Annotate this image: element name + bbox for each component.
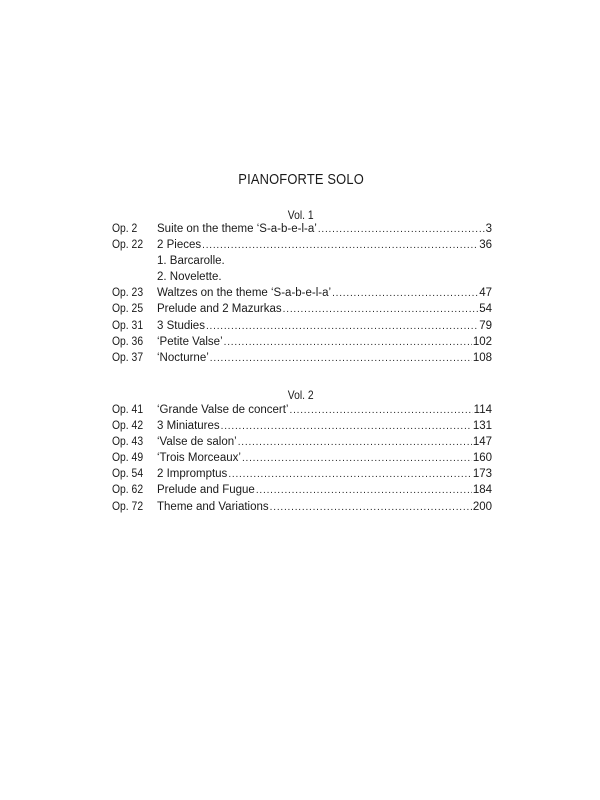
dot-leader xyxy=(256,483,472,499)
page-number: 47 xyxy=(479,287,492,300)
work-title: Prelude and 2 Mazurkas xyxy=(157,303,282,316)
opus-number: Op. 54 xyxy=(112,468,144,481)
dot-leader xyxy=(242,451,472,467)
opus-number: Op. 37 xyxy=(112,351,144,364)
toc-entry xyxy=(112,285,492,301)
page-number: 147 xyxy=(472,436,492,449)
work-title: 2 Pieces xyxy=(157,239,202,252)
entry-line xyxy=(157,334,492,351)
work-title: 1. Barcarolle. xyxy=(157,255,225,268)
toc-entry xyxy=(112,318,492,334)
entry-line xyxy=(157,269,492,285)
work-title: Prelude and Fugue xyxy=(157,484,255,497)
opus-number: Op. 31 xyxy=(112,319,144,332)
opus-number: Op. 62 xyxy=(112,484,144,497)
entry-line xyxy=(157,482,492,499)
volume-2-contents xyxy=(112,402,492,515)
entry-line xyxy=(157,450,492,467)
page-number: 54 xyxy=(479,303,492,316)
toc-entry xyxy=(112,499,492,515)
volume-1-contents xyxy=(112,221,492,366)
dot-leader xyxy=(283,302,479,318)
entry-line xyxy=(157,253,492,269)
entry-line xyxy=(157,301,492,318)
dot-leader xyxy=(202,238,478,254)
opus-number: Op. 2 xyxy=(112,223,138,235)
dot-leader xyxy=(332,286,478,302)
work-title: 3 Miniatures xyxy=(157,420,220,433)
dot-leader xyxy=(224,335,472,351)
page-title: PIANOFORTE SOLO xyxy=(238,171,364,188)
opus-number: Op. 22 xyxy=(112,239,144,252)
page-number: 160 xyxy=(472,452,492,465)
entry-line xyxy=(157,418,492,435)
opus-number: Op. 42 xyxy=(112,420,144,433)
opus-number: Op. 43 xyxy=(112,436,144,449)
toc-entry xyxy=(112,450,492,466)
work-title: 2 Impromptus xyxy=(157,468,228,481)
volume-2-heading: Vol. 2 xyxy=(287,388,314,402)
work-title: Theme and Variations xyxy=(157,500,269,513)
opus-number: Op. 25 xyxy=(112,303,144,316)
work-title: ‘Trois Morceaux’ xyxy=(157,452,241,465)
dot-leader xyxy=(206,319,478,335)
entry-line xyxy=(157,221,492,238)
page-number: 108 xyxy=(472,351,492,364)
page-number: 36 xyxy=(479,239,492,252)
dot-leader xyxy=(318,222,485,238)
dot-leader xyxy=(221,419,472,435)
toc-entry xyxy=(112,301,492,317)
work-title: 3 Studies xyxy=(157,319,205,332)
entry-line xyxy=(157,350,492,367)
dot-leader xyxy=(228,467,472,483)
opus-number: Op. 72 xyxy=(112,500,144,513)
entry-line xyxy=(157,318,492,335)
page-number: 131 xyxy=(472,420,492,433)
toc-entry xyxy=(112,434,492,450)
work-title: ‘Valse de salon’ xyxy=(157,436,237,449)
opus-number: Op. 49 xyxy=(112,452,144,465)
work-title: ‘Grande Valse de concert’ xyxy=(157,404,289,416)
page-number: 114 xyxy=(473,404,492,416)
toc-entry xyxy=(112,221,492,237)
volume-1-heading: Vol. 1 xyxy=(287,208,314,222)
entry-line xyxy=(157,402,492,419)
toc-entry xyxy=(112,237,492,253)
opus-number: Op. 41 xyxy=(112,404,144,416)
page-number: 184 xyxy=(472,484,492,497)
dot-leader xyxy=(289,403,472,419)
page-number: 173 xyxy=(472,468,492,481)
work-title: 2. Novelette. xyxy=(157,271,222,284)
toc-subentry xyxy=(112,253,492,269)
entry-line xyxy=(157,285,492,302)
work-title: ‘Nocturne’ xyxy=(157,351,209,364)
page-number: 200 xyxy=(472,500,492,513)
opus-number: Op. 23 xyxy=(112,287,144,300)
work-title: Suite on the theme ‘S-a-b-e-l-a’ xyxy=(157,223,317,235)
toc-entry xyxy=(112,350,492,366)
work-title: Waltzes on the theme ‘S-a-b-e-l-a’ xyxy=(157,287,332,300)
toc-entry xyxy=(112,334,492,350)
toc-entry xyxy=(112,402,492,418)
entry-line xyxy=(157,434,492,451)
dot-leader xyxy=(270,500,472,516)
entry-line xyxy=(157,499,492,516)
entry-line xyxy=(157,466,492,483)
entry-line xyxy=(157,237,492,254)
dot-leader xyxy=(210,351,472,367)
toc-entry xyxy=(112,482,492,498)
page-number: 79 xyxy=(479,319,492,332)
toc-entry xyxy=(112,418,492,434)
toc-subentry xyxy=(112,269,492,285)
page-number: 102 xyxy=(472,335,492,348)
page-number: 3 xyxy=(485,223,492,235)
work-title: ‘Petite Valse’ xyxy=(157,335,223,348)
dot-leader xyxy=(238,435,472,451)
toc-entry xyxy=(112,466,492,482)
opus-number: Op. 36 xyxy=(112,335,144,348)
